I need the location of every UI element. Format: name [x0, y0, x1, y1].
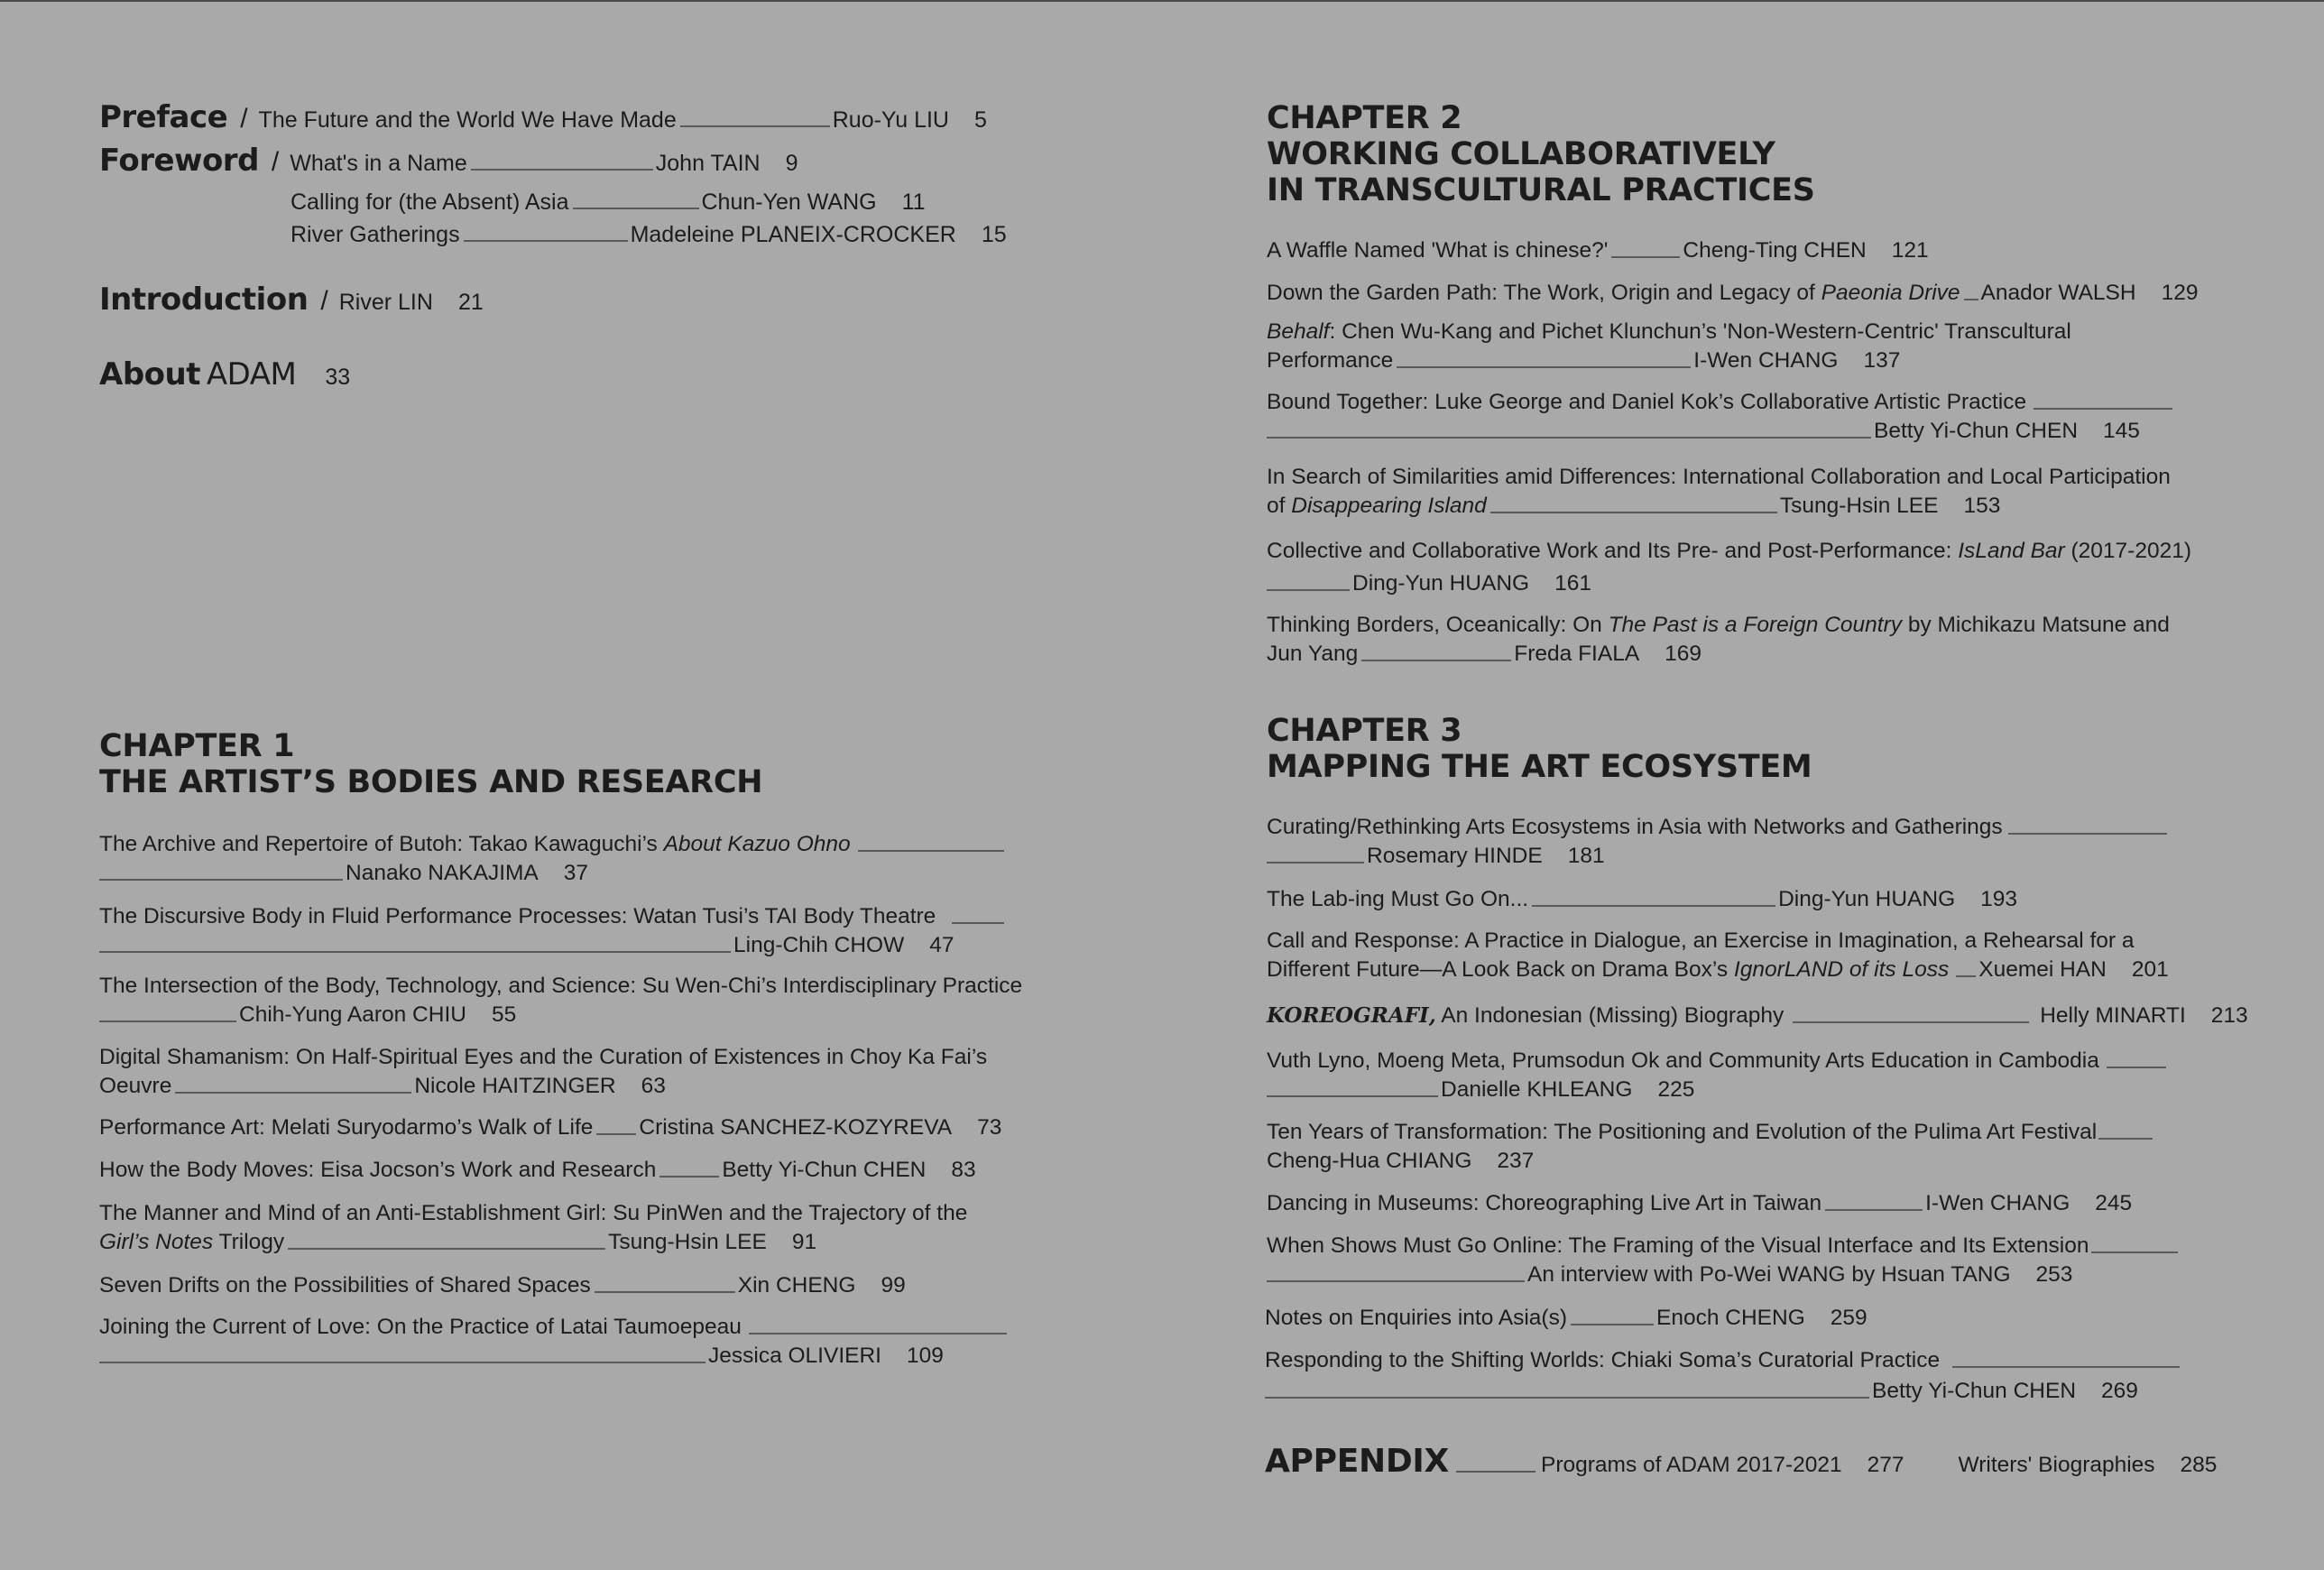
chapter1-heading — [99, 728, 762, 800]
chapter2-title: WORKING COLLABORATIVELY — [1267, 136, 1775, 172]
ch2-entry-1[interactable] — [1267, 236, 1929, 265]
ch2-entry-2[interactable] — [1267, 279, 2198, 308]
entry-page: 137 — [1863, 348, 1901, 373]
ch2-entry-7[interactable] — [1267, 611, 2170, 669]
foreword2-page: 11 — [901, 189, 926, 215]
introduction-author: River LIN — [338, 290, 433, 315]
entry-title: Digital Shamanism: On Half-Spiritual Eyes and the Curation of Existences in Choy Ka Fai’s — [99, 1045, 988, 1069]
entry-title: Down the Garden Path: The Work, Origin and Legacy of — [1267, 281, 1821, 305]
ch2-entry-6[interactable] — [1267, 537, 2191, 598]
ch1-entry-5[interactable] — [99, 1113, 1001, 1142]
ch3-entry-5[interactable] — [1267, 1047, 2169, 1104]
entry-title: Performance Art: Melati Suryodarmo’s Walk of Life — [99, 1115, 594, 1140]
entry-title-italic: The Past is a Foreign Country — [1608, 613, 1903, 637]
entry-page: 91 — [791, 1230, 817, 1254]
ch3-entry-1[interactable] — [1267, 813, 2170, 871]
ch2-entry-4[interactable] — [1267, 388, 2175, 446]
chapter3-title: MAPPING THE ART ECOSYSTEM — [1267, 749, 1812, 785]
entry-author: Danielle KHLEANG — [1441, 1077, 1633, 1102]
entry-author: Cheng-Hua CHIANG — [1267, 1149, 1472, 1173]
entry-title-cont: by Michikazu Matsune and — [1902, 613, 2170, 637]
entry-author: Ding-Yun HUANG — [1778, 887, 1956, 911]
entry-title-cont: Oeuvre — [99, 1074, 172, 1098]
ch3-entry-8[interactable] — [1267, 1232, 2181, 1289]
entry-title: Seven Drifts on the Possibilities of Shared Spaces — [99, 1273, 591, 1298]
entry-page: 121 — [1891, 238, 1929, 263]
ch1-entry-8[interactable] — [99, 1271, 906, 1300]
toc-foreword-2[interactable] — [290, 188, 926, 217]
foreword3-author: Madeleine PLANEIX-CROCKER — [630, 222, 956, 247]
appendix-title: APPENDIX — [1265, 1443, 1449, 1480]
foreword3-text: River Gatherings — [290, 222, 460, 247]
entry-author: Chih-Yung Aaron CHIU — [239, 1002, 466, 1027]
entry-title-cont-2: Jun Yang — [1267, 642, 1359, 666]
entry-title-italic: KOREOGRAFI, — [1267, 1003, 1436, 1028]
entry-author: An interview with Po-Wei WANG by Hsuan TANG — [1527, 1262, 2011, 1287]
entry-author: Xin CHENG — [737, 1273, 856, 1298]
ch3-entry-7[interactable] — [1267, 1189, 2132, 1218]
toc-appendix[interactable] — [1265, 1443, 2218, 1480]
entry-title-italic: Girl’s Notes — [99, 1230, 214, 1254]
entry-page: 213 — [2210, 1003, 2248, 1028]
entry-title-cont: (2017-2021) — [2064, 539, 2191, 563]
entry-title: Vuth Lyno, Moeng Meta, Prumsodun Ok and Community Arts Education in Cambodia — [1267, 1048, 2099, 1073]
entry-author: I-Wen CHANG — [1925, 1191, 2070, 1215]
entry-author: Rosemary HINDE — [1367, 844, 1543, 868]
entry-author: Helly MINARTI — [2040, 1003, 2186, 1028]
ch2-entry-5[interactable] — [1267, 463, 2171, 521]
foreword-text: What's in a Name — [290, 151, 467, 176]
entry-title: Dancing in Museums: Choreographing Live Art in Taiwan — [1267, 1191, 1822, 1215]
entry-author: Nicole HAITZINGER — [414, 1074, 616, 1098]
ch3-entry-4[interactable] — [1267, 1002, 2248, 1030]
entry-page: 259 — [1830, 1306, 1868, 1330]
introduction-page: 21 — [457, 290, 484, 315]
entry-author: Betty Yi-Chun CHEN — [1874, 419, 2079, 443]
entry-page: 181 — [1567, 844, 1605, 868]
ch3-entry-2[interactable] — [1267, 885, 2017, 914]
entry-author: Ding-Yun HUANG — [1352, 571, 1530, 596]
chapter2-title-2: IN TRANSCULTURAL PRACTICES — [1267, 172, 1815, 208]
entry-author: Freda FIALA — [1514, 642, 1640, 666]
entry-author: Ling-Chih CHOW — [733, 933, 905, 957]
preface-title: Preface — [99, 99, 228, 135]
entry-title-italic: IgnorLAND of its Loss — [1733, 957, 1950, 982]
toc-introduction[interactable]: Introduction / River LIN 21 — [99, 282, 484, 318]
entry-author: Cristina SANCHEZ-KOZYREVA — [639, 1115, 953, 1140]
chapter2-heading — [1267, 100, 1815, 208]
ch1-entry-1[interactable] — [99, 830, 1007, 888]
entry-title-italic: Paeonia Drive — [1821, 281, 1960, 305]
chapter1-number: CHAPTER 1 — [99, 728, 295, 764]
about-title: About — [99, 356, 200, 392]
entry-author: Xuemei HAN — [1978, 957, 2107, 982]
ch1-entry-6[interactable] — [99, 1156, 976, 1185]
entry-page: 83 — [951, 1158, 976, 1182]
entry-author: Tsung-Hsin LEE — [608, 1230, 767, 1254]
about-adam: ADAM — [206, 356, 297, 392]
entry-title: An Indonesian (Missing) Biography — [1435, 1003, 1784, 1028]
ch3-entry-9[interactable] — [1265, 1304, 1868, 1333]
chapter3-number: CHAPTER 3 — [1267, 713, 1462, 749]
entry-title: When Shows Must Go Online: The Framing of the Visual Interface and Its Extension — [1267, 1233, 2089, 1258]
entry-title: Ten Years of Transformation: The Positioning and Evolution of the Pulima Art Festival — [1267, 1120, 2098, 1144]
about-page: 33 — [325, 365, 351, 390]
foreword-page: 9 — [785, 151, 798, 176]
entry-title-cont: Different Future—A Look Back on Drama Box’s — [1267, 957, 1734, 982]
entry-title: Call and Response: A Practice in Dialogue, an Exercise in Imagination, a Rehearsal for a — [1267, 928, 2135, 953]
toc-about[interactable] — [99, 356, 351, 392]
toc-preface[interactable]: Preface / The Future and the World We Have Made Ruo-Yu LIU 5 — [99, 99, 987, 135]
toc-foreword-3[interactable] — [290, 220, 1007, 249]
preface-text: The Future and the World We Have Made — [258, 107, 677, 133]
entry-author: Anador WALSH — [1980, 281, 2136, 305]
entry-author: Cheng-Ting CHEN — [1683, 238, 1867, 263]
entry-page: 109 — [906, 1344, 944, 1368]
foreword-title: Foreword — [99, 143, 259, 179]
appendix-biographies: Writers' Biographies — [1958, 1453, 2155, 1477]
entry-title: How the Body Moves: Eisa Jocson’s Work and Research — [99, 1158, 657, 1182]
entry-title-cont: Performance — [1267, 348, 1394, 373]
entry-title-italic: Disappearing Island — [1291, 494, 1487, 518]
appendix-biographies-page: 285 — [2180, 1453, 2218, 1477]
foreword2-author: Chun-Yen WANG — [701, 189, 877, 215]
entry-title: Curating/Rethinking Arts Ecosystems in Asia with Networks and Gatherings — [1267, 815, 2003, 839]
entry-page: 37 — [563, 861, 589, 885]
entry-title-italic: About Kazuo Ohno — [663, 832, 851, 856]
entry-page: 161 — [1554, 571, 1591, 596]
ch1-entry-9[interactable] — [99, 1313, 1010, 1371]
entry-author: Jessica OLIVIERI — [708, 1344, 881, 1368]
entry-page: 55 — [491, 1002, 517, 1027]
entry-title-cont: Trilogy — [213, 1230, 285, 1254]
entry-title-cont: of — [1267, 494, 1292, 518]
entry-title: In Search of Similarities amid Differences: International Collaboration and Local Participation — [1267, 465, 2171, 489]
chapter1-title: THE ARTIST’S BODIES AND RESEARCH — [99, 764, 763, 800]
entry-title: Collective and Collaborative Work and Its Pre- and Post-Performance: — [1267, 539, 1959, 563]
entry-page: 63 — [641, 1074, 666, 1098]
entry-page: 225 — [1657, 1077, 1695, 1102]
top-rule — [0, 0, 2324, 2]
chapter3-heading — [1267, 713, 1812, 785]
introduction-title: Introduction — [99, 282, 309, 318]
entry-author: Nanako NAKAJIMA — [346, 861, 539, 885]
entry-page: 145 — [2103, 419, 2140, 443]
preface-page: 5 — [974, 107, 987, 133]
ch2-entry-3[interactable] — [1267, 318, 2071, 375]
entry-author: Betty Yi-Chun CHEN — [722, 1158, 927, 1182]
foreword2-text: Calling for (the Absent) Asia — [290, 189, 569, 215]
entry-page: 201 — [2131, 957, 2169, 982]
entry-title: The Lab-ing Must Go On... — [1267, 887, 1529, 911]
ch1-entry-3[interactable] — [99, 972, 1022, 1030]
appendix-programs: Programs of ADAM 2017-2021 — [1541, 1453, 1842, 1477]
entry-author: I-Wen CHANG — [1693, 348, 1839, 373]
entry-title: The Archive and Repertoire of Butoh: Takao Kawaguchi’s — [99, 832, 664, 856]
entry-page: 253 — [2035, 1262, 2073, 1287]
appendix-programs-page: 277 — [1867, 1453, 1904, 1477]
entry-author: Betty Yi-Chun CHEN — [1872, 1379, 2077, 1403]
ch3-entry-10[interactable] — [1265, 1346, 2182, 1406]
entry-title: Responding to the Shifting Worlds: Chiaki Soma’s Curatorial Practice — [1265, 1348, 1941, 1372]
entry-page: 269 — [2101, 1379, 2138, 1403]
entry-title: Thinking Borders, Oceanically: On — [1267, 613, 1609, 637]
ch3-entry-6[interactable] — [1267, 1118, 2155, 1176]
entry-title-italic: IsLand Bar — [1958, 539, 2065, 563]
entry-title: The Intersection of the Body, Technology, and Science: Su Wen-Chi’s Interdisciplinary Practice — [99, 974, 1023, 998]
entry-title: A Waffle Named 'What is chinese?' — [1267, 238, 1609, 263]
preface-author: Ruo-Yu LIU — [832, 107, 949, 133]
entry-page: 99 — [881, 1273, 906, 1298]
foreword3-page: 15 — [981, 222, 1007, 247]
entry-page: 237 — [1497, 1149, 1535, 1173]
entry-title: Bound Together: Luke George and Daniel Kok’s Collaborative Artistic Practice — [1267, 390, 2027, 414]
entry-author: Tsung-Hsin LEE — [1779, 494, 1939, 518]
entry-page: 245 — [2095, 1191, 2133, 1215]
entry-page: 193 — [1980, 887, 2018, 911]
entry-title: Notes on Enquiries into Asia(s) — [1265, 1306, 1567, 1330]
entry-title: : Chen Wu-Kang and Pichet Klunchun’s 'Non-Western-Centric' Transcultural — [1329, 319, 2071, 344]
entry-page: 153 — [1963, 494, 2001, 518]
entry-page: 169 — [1665, 642, 1702, 666]
entry-title: The Manner and Mind of an Anti-Establishment Girl: Su PinWen and the Trajectory of the — [99, 1201, 968, 1225]
chapter2-number: CHAPTER 2 — [1267, 100, 1462, 136]
entry-title: Joining the Current of Love: On the Practice of Latai Taumoepeau — [99, 1315, 742, 1339]
entry-page: 129 — [2161, 281, 2199, 305]
foreword-author: John TAIN — [655, 151, 761, 176]
entry-page: 73 — [977, 1115, 1002, 1140]
entry-author: Enoch CHENG — [1656, 1306, 1805, 1330]
toc-foreword[interactable]: Foreword / What's in a Name John TAIN 9 — [99, 143, 798, 179]
entry-title-italic: Behalf — [1267, 319, 1330, 344]
entry-title: The Discursive Body in Fluid Performance Processes: Watan Tusi’s TAI Body Theatre — [99, 904, 936, 928]
entry-page: 47 — [929, 933, 954, 957]
ch1-entry-7[interactable] — [99, 1199, 967, 1257]
ch3-entry-3[interactable] — [1267, 927, 2169, 984]
ch1-entry-2[interactable] — [99, 902, 1007, 960]
ch1-entry-4[interactable] — [99, 1043, 987, 1101]
